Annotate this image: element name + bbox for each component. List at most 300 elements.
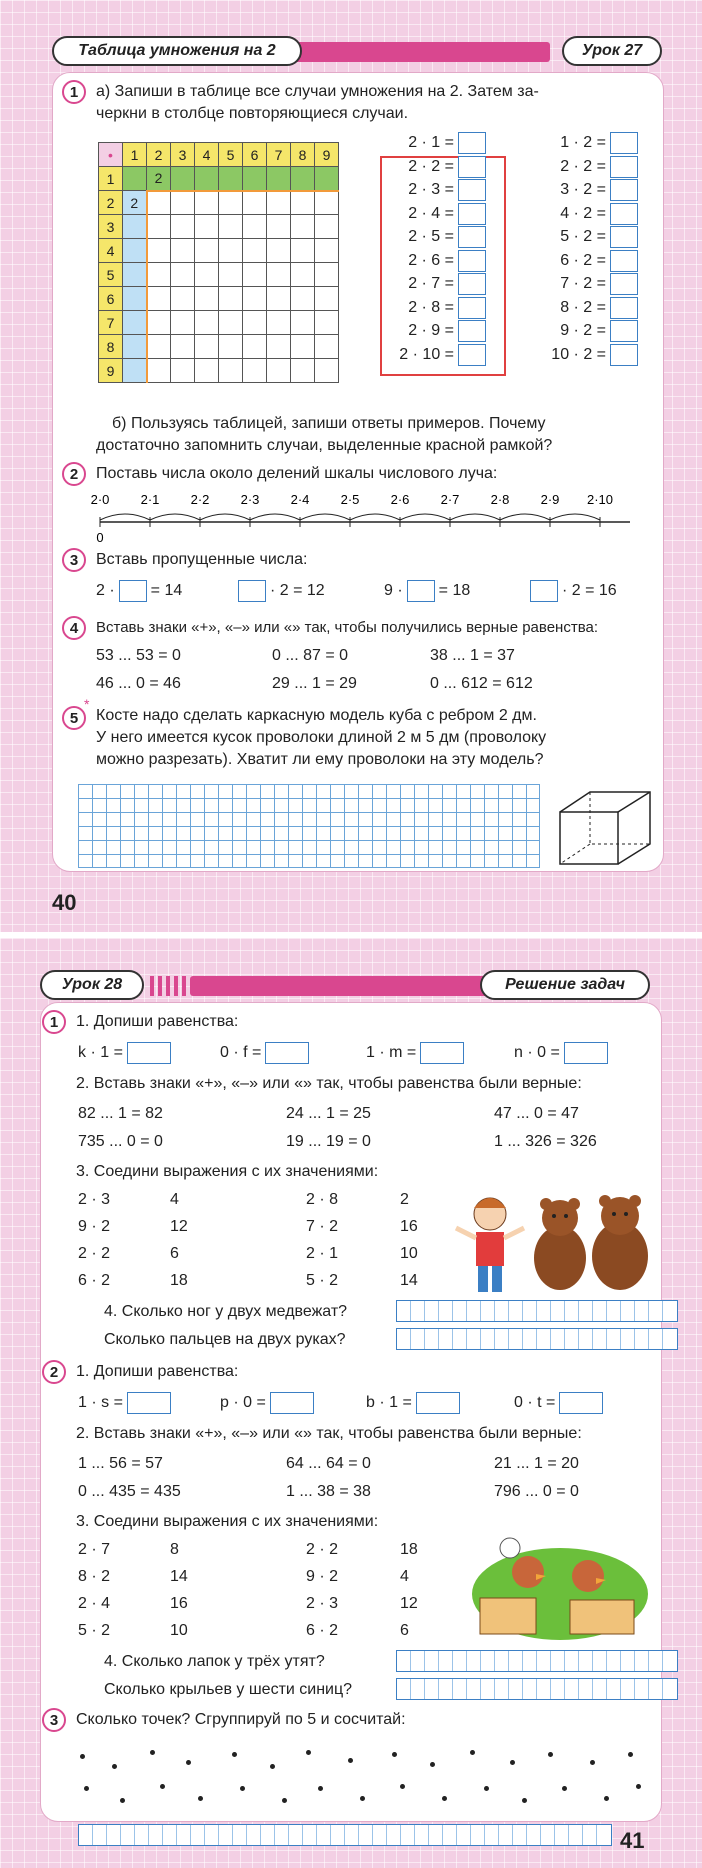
equation: 2 · 1 = (388, 132, 486, 154)
table-row-label: 2 (99, 191, 123, 215)
table-cell[interactable] (315, 263, 339, 287)
answer-box[interactable] (127, 1042, 171, 1064)
answer-cell[interactable] (481, 1651, 495, 1671)
table-cell[interactable] (147, 239, 171, 263)
answer-box[interactable] (564, 1042, 608, 1064)
answer-cell[interactable] (635, 1679, 649, 1699)
answer-cell[interactable] (261, 1825, 275, 1845)
table-cell[interactable] (291, 215, 315, 239)
answer-cell[interactable] (551, 1329, 565, 1349)
answer-cell[interactable] (205, 1825, 219, 1845)
answer-cell[interactable] (537, 1329, 551, 1349)
table-cell[interactable] (171, 239, 195, 263)
answer-cell[interactable] (481, 1329, 495, 1349)
match-expression[interactable]: 5 · 2 (306, 1272, 339, 1289)
match-value[interactable]: 4 (400, 1568, 409, 1585)
table-cell[interactable] (267, 239, 291, 263)
answer-cell[interactable] (523, 1679, 537, 1699)
answer-cell[interactable] (579, 1679, 593, 1699)
match-expression[interactable]: 7 · 2 (306, 1218, 339, 1235)
dot (636, 1784, 641, 1789)
ray-arc (500, 514, 550, 520)
answer-cell[interactable] (425, 1301, 439, 1321)
table-cell[interactable] (123, 167, 147, 191)
table-cell[interactable] (219, 263, 243, 287)
answer-cell[interactable] (551, 1679, 565, 1699)
answer-cell[interactable] (303, 1825, 317, 1845)
answer-cell[interactable] (523, 1329, 537, 1349)
answer-cell[interactable] (373, 1825, 387, 1845)
answer-cell[interactable] (443, 1825, 457, 1845)
answer-cell[interactable] (509, 1679, 523, 1699)
table-cell[interactable] (243, 191, 267, 215)
table-cell[interactable] (195, 311, 219, 335)
equation: 0 · f = (220, 1042, 309, 1064)
table-cell[interactable] (267, 359, 291, 383)
task-number: 5 (62, 706, 86, 730)
answer-cell[interactable] (439, 1651, 453, 1671)
answer-box[interactable] (458, 273, 486, 295)
equation: n · 0 = (514, 1042, 608, 1064)
answer-cell[interactable] (439, 1329, 453, 1349)
answer-cell[interactable] (649, 1651, 663, 1671)
answer-box[interactable] (458, 344, 486, 366)
answer-cell[interactable] (593, 1651, 607, 1671)
answer-cell[interactable] (163, 1825, 177, 1845)
answer-box[interactable] (458, 179, 486, 201)
answer-cell[interactable] (247, 1825, 261, 1845)
dot (306, 1750, 311, 1755)
equation: · 2 = 12 (238, 580, 325, 602)
match-expression[interactable]: 2 · 8 (306, 1191, 339, 1208)
answer-box[interactable] (420, 1042, 464, 1064)
answer-cell[interactable] (425, 1651, 439, 1671)
table-cell[interactable] (195, 359, 219, 383)
answer-box[interactable] (458, 297, 486, 319)
table-cell[interactable] (147, 215, 171, 239)
answer-box[interactable] (610, 179, 638, 201)
answer-cell[interactable] (663, 1329, 677, 1349)
table-cell[interactable]: 2 (123, 191, 147, 215)
answer-cell[interactable] (621, 1329, 635, 1349)
answer-cells[interactable] (396, 1650, 678, 1672)
answer-cell[interactable] (527, 1825, 541, 1845)
table-cell[interactable] (195, 239, 219, 263)
answer-cell[interactable] (607, 1679, 621, 1699)
answer-cell[interactable] (495, 1651, 509, 1671)
table-cell[interactable] (267, 263, 291, 287)
ray-zero: 0 (96, 530, 104, 545)
answer-cell[interactable] (523, 1301, 537, 1321)
equation: b · 1 = (366, 1392, 460, 1414)
match-value[interactable]: 2 (400, 1191, 409, 1208)
table-cell[interactable] (219, 167, 243, 191)
answer-cells[interactable] (396, 1678, 678, 1700)
equation: 24 ... 1 = 25 (286, 1105, 371, 1122)
answer-cell[interactable] (499, 1825, 513, 1845)
answer-cell[interactable] (135, 1825, 149, 1845)
table-cell[interactable] (291, 311, 315, 335)
match-value[interactable]: 14 (400, 1272, 418, 1289)
answer-cell[interactable] (607, 1301, 621, 1321)
answer-cell[interactable] (495, 1301, 509, 1321)
table-cell[interactable] (171, 215, 195, 239)
answer-cell[interactable] (471, 1825, 485, 1845)
answer-cell[interactable] (485, 1825, 499, 1845)
table-cell[interactable] (243, 335, 267, 359)
answer-cell[interactable] (191, 1825, 205, 1845)
answer-cell[interactable] (467, 1301, 481, 1321)
match-value[interactable]: 6 (400, 1622, 409, 1639)
table-cell[interactable] (171, 263, 195, 287)
table-cell[interactable] (315, 215, 339, 239)
match-expression[interactable]: 2 · 3 (78, 1191, 111, 1208)
table-cell[interactable] (315, 335, 339, 359)
header-bar (190, 976, 490, 996)
answer-cell[interactable] (509, 1651, 523, 1671)
answer-box[interactable] (610, 132, 638, 154)
answer-box[interactable] (458, 156, 486, 178)
table-cell[interactable] (147, 311, 171, 335)
answer-cell[interactable] (345, 1825, 359, 1845)
table-cell[interactable] (195, 191, 219, 215)
answer-box[interactable] (127, 1392, 171, 1414)
equation: k · 1 = (78, 1042, 171, 1064)
table-cell[interactable] (195, 335, 219, 359)
answer-cell[interactable] (509, 1329, 523, 1349)
match-value[interactable]: 12 (170, 1218, 188, 1235)
task-number: 1 (62, 80, 86, 104)
match-value[interactable]: 16 (170, 1595, 188, 1612)
table-cell[interactable] (123, 335, 147, 359)
answer-box[interactable] (610, 273, 638, 295)
match-expression[interactable]: 6 · 2 (306, 1622, 339, 1639)
answer-cell[interactable] (411, 1679, 425, 1699)
match-expression[interactable]: 9 · 2 (306, 1568, 339, 1585)
answer-cell[interactable] (219, 1825, 233, 1845)
table-cell[interactable] (219, 287, 243, 311)
table-cell[interactable] (267, 335, 291, 359)
dot (112, 1764, 117, 1769)
answer-cell[interactable] (411, 1329, 425, 1349)
answer-cell[interactable] (565, 1651, 579, 1671)
answer-box[interactable] (610, 226, 638, 248)
answer-cell[interactable] (495, 1329, 509, 1349)
answer-cell[interactable] (565, 1301, 579, 1321)
answer-cell[interactable] (457, 1825, 471, 1845)
table-cell[interactable] (123, 239, 147, 263)
match-value[interactable]: 16 (400, 1218, 418, 1235)
answer-box[interactable] (610, 250, 638, 272)
answer-cell[interactable] (621, 1679, 635, 1699)
answer-cell[interactable] (579, 1301, 593, 1321)
table-cell[interactable] (243, 359, 267, 383)
answer-cell[interactable] (523, 1651, 537, 1671)
answer-cell[interactable] (121, 1825, 135, 1845)
equation: 1 ... 38 = 38 (286, 1483, 371, 1500)
answer-box[interactable] (610, 203, 638, 225)
match-value[interactable]: 4 (170, 1191, 179, 1208)
match-value[interactable]: 10 (170, 1622, 188, 1639)
match-expression[interactable]: 2 · 2 (306, 1541, 339, 1558)
answer-cell[interactable] (537, 1651, 551, 1671)
answer-cell[interactable] (565, 1679, 579, 1699)
match-expression[interactable]: 2 · 1 (306, 1245, 339, 1262)
answer-cell[interactable] (467, 1679, 481, 1699)
table-cell[interactable] (171, 359, 195, 383)
answer-cell[interactable] (541, 1825, 555, 1845)
answer-cell[interactable] (387, 1825, 401, 1845)
table-cell[interactable] (123, 263, 147, 287)
table-cell[interactable] (195, 263, 219, 287)
answer-grid[interactable] (78, 784, 540, 868)
table-cell[interactable] (147, 191, 171, 215)
answer-box[interactable] (610, 344, 638, 366)
match-expression[interactable]: 6 · 2 (78, 1272, 111, 1289)
answer-cell[interactable] (439, 1679, 453, 1699)
match-value[interactable]: 14 (170, 1568, 188, 1585)
table-cell[interactable] (267, 311, 291, 335)
answer-cell[interactable] (635, 1329, 649, 1349)
table-cell[interactable] (291, 167, 315, 191)
subtask-title: 1. Допиши равенства: (76, 1363, 239, 1380)
table-cell[interactable] (123, 311, 147, 335)
answer-cell[interactable] (401, 1825, 415, 1845)
ray-arc (350, 514, 400, 520)
answer-cell[interactable] (177, 1825, 191, 1845)
answer-cell[interactable] (481, 1679, 495, 1699)
answer-cell[interactable] (79, 1825, 93, 1845)
match-expression[interactable]: 2 · 4 (78, 1595, 111, 1612)
table-cell[interactable] (291, 239, 315, 263)
table-cell[interactable] (171, 167, 195, 191)
answer-cell[interactable] (93, 1825, 107, 1845)
answer-cell[interactable] (439, 1301, 453, 1321)
answer-cell[interactable] (583, 1825, 597, 1845)
table-cell[interactable] (291, 359, 315, 383)
page-41 (0, 938, 702, 1868)
answer-cell[interactable] (621, 1301, 635, 1321)
table-cell[interactable] (195, 287, 219, 311)
table-cell[interactable] (219, 215, 243, 239)
answer-cell[interactable] (569, 1825, 583, 1845)
answer-cell[interactable] (649, 1679, 663, 1699)
multiplication-table[interactable] (98, 142, 339, 383)
answer-cell[interactable] (467, 1651, 481, 1671)
table-cell[interactable] (219, 359, 243, 383)
answer-cell[interactable] (513, 1825, 527, 1845)
answer-cell[interactable] (551, 1301, 565, 1321)
table-cell[interactable] (315, 287, 339, 311)
match-expression[interactable]: 9 · 2 (78, 1218, 111, 1235)
answer-box[interactable] (270, 1392, 314, 1414)
answer-cell[interactable] (597, 1825, 611, 1845)
ray-arc (550, 514, 600, 520)
table-cell[interactable] (219, 239, 243, 263)
answer-box[interactable] (458, 250, 486, 272)
answer-cell[interactable] (233, 1825, 247, 1845)
table-cell[interactable] (243, 287, 267, 311)
match-expression[interactable]: 2 · 2 (78, 1245, 111, 1262)
answer-cell[interactable] (481, 1301, 495, 1321)
table-cell[interactable] (291, 191, 315, 215)
table-cell[interactable] (315, 191, 339, 215)
table-row-label: 5 (99, 263, 123, 287)
equation: 2 · 5 = (388, 226, 486, 248)
match-expression[interactable]: 8 · 2 (78, 1568, 111, 1585)
answer-cell[interactable] (649, 1301, 663, 1321)
answer-box[interactable] (407, 580, 435, 602)
dot (442, 1796, 447, 1801)
answer-cell[interactable] (359, 1825, 373, 1845)
ray-label: 2·5 (340, 492, 360, 507)
table-cell[interactable] (315, 359, 339, 383)
match-expression[interactable]: 5 · 2 (78, 1622, 111, 1639)
task-text: Косте надо сделать каркасную модель куба с ребром 2 дм. (96, 707, 537, 724)
table-cell[interactable] (267, 287, 291, 311)
answer-cells[interactable] (396, 1300, 678, 1322)
answer-cell[interactable] (635, 1651, 649, 1671)
match-expression[interactable]: 2 · 7 (78, 1541, 111, 1558)
table-cell[interactable] (243, 239, 267, 263)
answer-cell[interactable] (649, 1329, 663, 1349)
answer-cell[interactable] (289, 1825, 303, 1845)
answer-cell[interactable] (275, 1825, 289, 1845)
match-value[interactable]: 18 (170, 1272, 188, 1289)
table-cell[interactable] (171, 311, 195, 335)
table-cell[interactable] (219, 335, 243, 359)
table-cell[interactable] (147, 263, 171, 287)
table-cell[interactable] (243, 263, 267, 287)
answer-box[interactable] (530, 580, 558, 602)
dot (348, 1758, 353, 1763)
answer-cell[interactable] (555, 1825, 569, 1845)
table-cell[interactable] (291, 335, 315, 359)
answer-cell[interactable] (551, 1651, 565, 1671)
answer-cell[interactable] (593, 1329, 607, 1349)
answer-cell[interactable] (411, 1651, 425, 1671)
answer-cell[interactable] (579, 1329, 593, 1349)
answer-cell[interactable] (663, 1679, 677, 1699)
table-cell[interactable] (243, 215, 267, 239)
answer-cell[interactable] (397, 1301, 411, 1321)
answer-cell[interactable] (415, 1825, 429, 1845)
answer-cell[interactable] (663, 1301, 677, 1321)
answer-cell[interactable] (453, 1679, 467, 1699)
match-value[interactable]: 12 (400, 1595, 418, 1612)
match-value[interactable]: 18 (400, 1541, 418, 1558)
table-cell[interactable] (267, 215, 291, 239)
answer-cell[interactable] (593, 1301, 607, 1321)
answer-cell[interactable] (107, 1825, 121, 1845)
answer-cell[interactable] (397, 1329, 411, 1349)
answer-cell[interactable] (537, 1301, 551, 1321)
table-cell[interactable] (243, 311, 267, 335)
table-cell[interactable]: 2 (147, 167, 171, 191)
answer-cell[interactable] (635, 1301, 649, 1321)
table-cell[interactable] (147, 359, 171, 383)
table-cell[interactable] (123, 287, 147, 311)
answer-cell[interactable] (621, 1651, 635, 1671)
table-cell[interactable] (315, 239, 339, 263)
table-cell[interactable] (267, 191, 291, 215)
answer-cell[interactable] (453, 1301, 467, 1321)
answer-cell[interactable] (663, 1651, 677, 1671)
match-value[interactable]: 6 (170, 1245, 179, 1262)
table-row-label: 3 (99, 215, 123, 239)
answer-cell[interactable] (331, 1825, 345, 1845)
answer-cell[interactable] (453, 1651, 467, 1671)
answer-cell[interactable] (149, 1825, 163, 1845)
answer-box[interactable] (458, 132, 486, 154)
answer-cell[interactable] (607, 1651, 621, 1671)
table-cell[interactable] (171, 287, 195, 311)
table-cell[interactable] (219, 311, 243, 335)
answer-cell[interactable] (397, 1679, 411, 1699)
match-value[interactable]: 10 (400, 1245, 418, 1262)
answer-box[interactable] (559, 1392, 603, 1414)
table-cell[interactable] (195, 167, 219, 191)
answer-cells[interactable] (396, 1328, 678, 1350)
answer-box[interactable] (458, 226, 486, 248)
table-cell[interactable] (291, 263, 315, 287)
table-cell[interactable] (171, 335, 195, 359)
answer-cell[interactable] (579, 1651, 593, 1671)
answer-box[interactable] (119, 580, 147, 602)
answer-cell[interactable] (429, 1825, 443, 1845)
table-cell[interactable] (291, 287, 315, 311)
table-cell[interactable] (147, 287, 171, 311)
answer-cells[interactable] (78, 1824, 612, 1846)
table-cell[interactable] (195, 215, 219, 239)
answer-box[interactable] (458, 203, 486, 225)
answer-cell[interactable] (565, 1329, 579, 1349)
answer-cell[interactable] (411, 1301, 425, 1321)
table-cell[interactable] (171, 191, 195, 215)
table-cell[interactable] (123, 215, 147, 239)
table-cell[interactable] (243, 167, 267, 191)
match-expression[interactable]: 2 · 3 (306, 1595, 339, 1612)
answer-box[interactable] (416, 1392, 460, 1414)
answer-cell[interactable] (509, 1301, 523, 1321)
answer-box[interactable] (610, 320, 638, 342)
answer-box[interactable] (610, 156, 638, 178)
answer-cell[interactable] (397, 1651, 411, 1671)
match-value[interactable]: 8 (170, 1541, 179, 1558)
answer-cell[interactable] (453, 1329, 467, 1349)
answer-box[interactable] (265, 1042, 309, 1064)
answer-cell[interactable] (425, 1329, 439, 1349)
answer-cell[interactable] (495, 1679, 509, 1699)
answer-box[interactable] (238, 580, 266, 602)
table-cell[interactable] (315, 311, 339, 335)
table-cell[interactable] (219, 191, 243, 215)
table-cell[interactable] (315, 167, 339, 191)
answer-cell[interactable] (317, 1825, 331, 1845)
answer-cell[interactable] (425, 1679, 439, 1699)
table-cell[interactable] (123, 359, 147, 383)
answer-cell[interactable] (593, 1679, 607, 1699)
dot (430, 1762, 435, 1767)
answer-cell[interactable] (537, 1679, 551, 1699)
table-cell[interactable] (267, 167, 291, 191)
table-cell[interactable] (147, 335, 171, 359)
answer-cell[interactable] (467, 1329, 481, 1349)
answer-box[interactable] (610, 297, 638, 319)
ducklings-illustration (470, 1534, 650, 1646)
answer-box[interactable] (458, 320, 486, 342)
answer-cell[interactable] (607, 1329, 621, 1349)
